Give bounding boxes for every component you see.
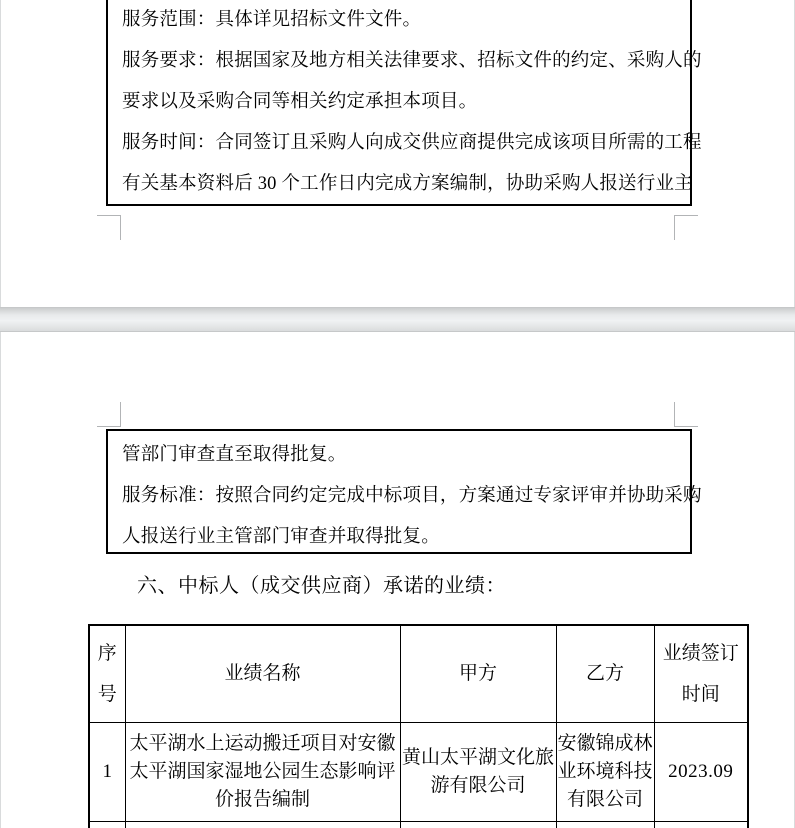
margin-mark-bottom-left-h bbox=[97, 215, 121, 216]
section-heading-performance: 六、中标人（成交供应商）承诺的业绩： bbox=[137, 575, 506, 597]
cell-empty bbox=[654, 821, 748, 828]
performance-table bbox=[88, 624, 749, 828]
service-require-line-2: 要求以及采购合同等相关约定承担本项目。 bbox=[122, 92, 478, 112]
cell-index: 1 bbox=[89, 722, 125, 821]
cell-performance-name: 太平湖水上运动搬迁项目对安徽太平湖国家湿地公园生态影响评价报告编制 bbox=[125, 722, 400, 821]
margin-mark-bottom-left-v bbox=[120, 215, 121, 240]
cell-empty bbox=[89, 821, 125, 828]
margin-mark-top-right-h bbox=[674, 426, 698, 427]
header-party-b: 乙方 bbox=[556, 625, 654, 722]
cell-empty bbox=[556, 821, 654, 828]
margin-mark-bottom-right-v bbox=[674, 215, 675, 240]
cell-party-b: 安徽锦成林业环境科技有限公司 bbox=[556, 722, 654, 821]
header-date: 业绩签订时间 bbox=[654, 625, 748, 722]
service-standard-line-2: 人报送行业主管部门审查并取得批复。 bbox=[122, 527, 440, 547]
cell-party-a: 黄山太平湖文化旅游有限公司 bbox=[400, 722, 556, 821]
table-header-row bbox=[89, 625, 748, 722]
document-page-2 bbox=[0, 331, 795, 828]
service-time-line: 服务时间：合同签订且采购人向成交供应商提供完成该项目所需的工程 bbox=[122, 133, 702, 153]
header-index: 序号 bbox=[89, 625, 125, 722]
table-row-partial bbox=[89, 821, 748, 828]
service-require-line: 服务要求：根据国家及地方相关法律要求、招标文件的约定、采购人的 bbox=[122, 51, 702, 71]
header-party-a: 甲方 bbox=[400, 625, 556, 722]
service-time-line-2: 有关基本资料后 30 个工作日内完成方案编制，协助采购人报送行业主 bbox=[122, 174, 693, 194]
cell-date: 2023.09 bbox=[654, 722, 748, 821]
service-standard-box bbox=[106, 429, 702, 554]
margin-mark-top-right-v bbox=[674, 402, 675, 427]
page-gap bbox=[0, 308, 795, 331]
service-terms-text bbox=[108, 0, 702, 205]
service-standard-line: 服务标准：按照合同约定完成中标项目，方案通过专家评审并协助采购 bbox=[122, 486, 702, 506]
margin-mark-top-left-h bbox=[97, 426, 121, 427]
approval-line: 管部门审查直至取得批复。 bbox=[122, 445, 347, 465]
header-name: 业绩名称 bbox=[125, 625, 400, 722]
cell-empty bbox=[400, 821, 556, 828]
margin-mark-bottom-right-h bbox=[674, 215, 698, 216]
service-terms-box bbox=[106, 0, 702, 206]
cell-empty bbox=[125, 821, 400, 828]
document-page-1 bbox=[0, 0, 795, 308]
service-standard-text bbox=[108, 431, 702, 558]
table-row bbox=[89, 722, 748, 821]
service-scope-line: 服务范围：具体详见招标文件文件。 bbox=[122, 10, 422, 30]
margin-mark-top-left-v bbox=[120, 402, 121, 427]
